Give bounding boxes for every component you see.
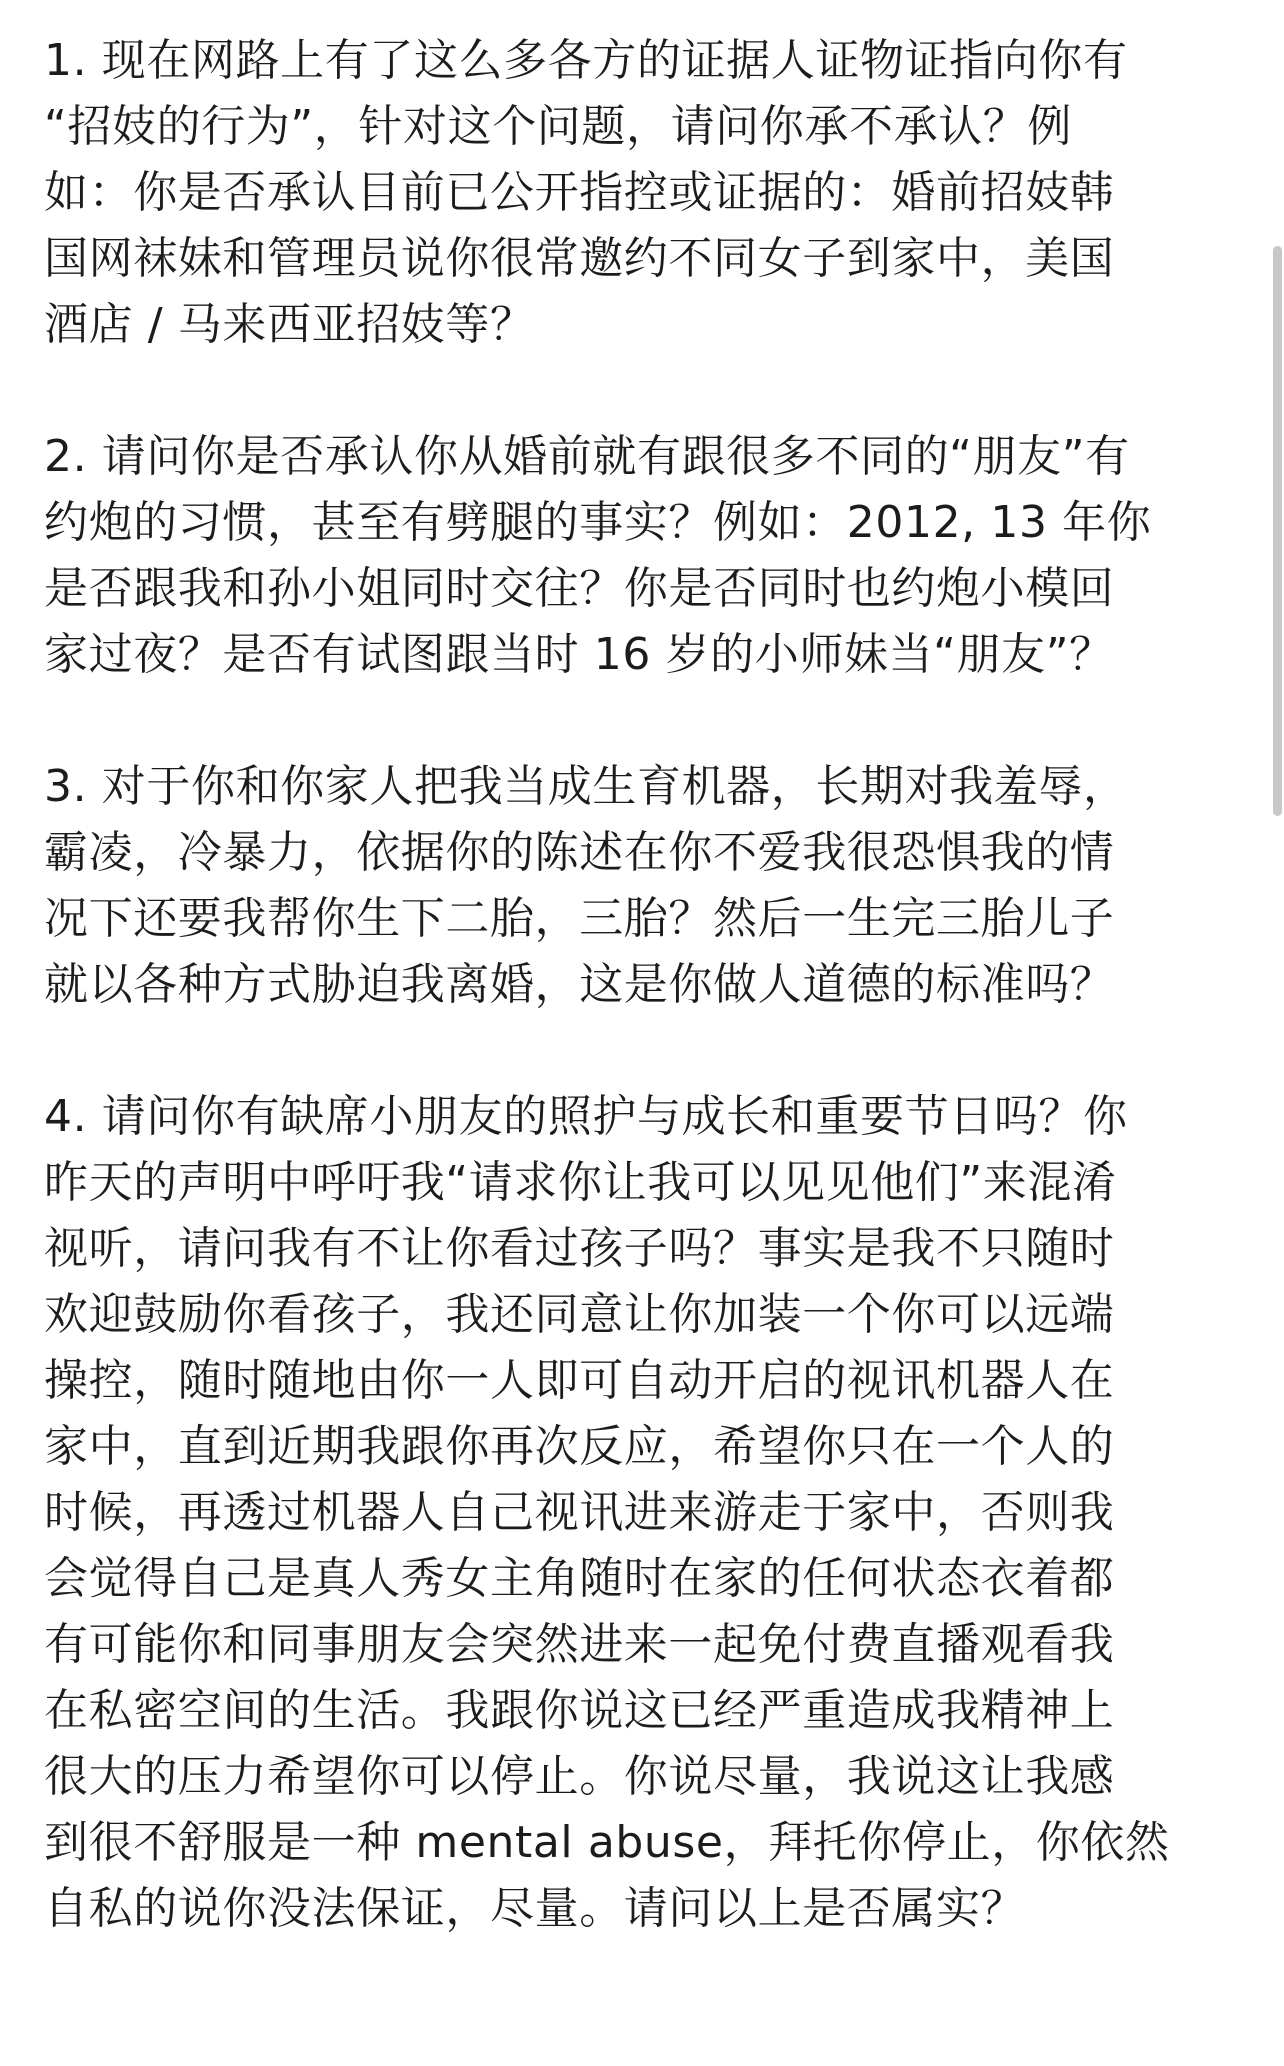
- document-body: [44, 28, 1240, 1942]
- scrollbar-thumb[interactable]: [1273, 246, 1282, 816]
- paragraph-question-4: 4. 请问你有缺席小朋友的照护与成长和重要节日吗？你 昨天的声明中呼吁我“请求你让我可以见见他们”来混淆 视听，请问我有不让你看过孩子吗？事实是我不只随时 欢迎鼓励你看孩子，我还同意让你加装一个你可以远端 操控，随时随地由你一人即可自动开启的视讯机器人在 家中，直到近期我跟你再次反应，希望你只在一个人的 时候，再透过机器人自己视讯进来游走于家中，否则我 会觉得自己是真人秀女主角随时在家的任何状态衣着都 有可能你和同事朋友会突然进来一起免付费直播观看我 在私密空间的生活。我跟你说这已经严重造成我精神上 很大的压力希望你可以停止。你说尽量，我说这让我感 到很不舒服是一种 mental abuse，拜托你停止，你依然 自私的说你没法保证，尽量。请问以上是否属实？: [44, 1091, 1170, 1934]
- paragraph-question-2: 2. 请问你是否承认你从婚前就有跟很多不同的“朋友”有 约炮的习惯，甚至有劈腿的事实？例如：2012, 13 年你 是否跟我和孙小姐同时交往？你是否同时也约炮小模回 家过夜？是否有试图跟当时 16 岁的小师妹当“朋友”？: [44, 431, 1152, 680]
- paragraph-question-1: 1. 现在网路上有了这么多各方的证据人证物证指向你有 “招妓的行为”，针对这个问题，请问你承不承认？例 如：你是否承认目前已公开指控或证据的：婚前招妓韩 国网袜妹和管理员说你很常邀约不同女子到家中，美国 酒店 / 马来西亚招妓等？: [44, 35, 1128, 350]
- paragraph-question-3: 3. 对于你和你家人把我当成生育机器，长期对我羞辱， 霸凌，冷暴力，依据你的陈述在你不爱我很恐惧我的情 况下还要我帮你生下二胎，三胎？然后一生完三胎儿子 就以各种方式胁迫我离婚，这是你做人道德的标准吗？: [44, 761, 1128, 1010]
- vertical-scrollbar[interactable]: [1270, 0, 1284, 2066]
